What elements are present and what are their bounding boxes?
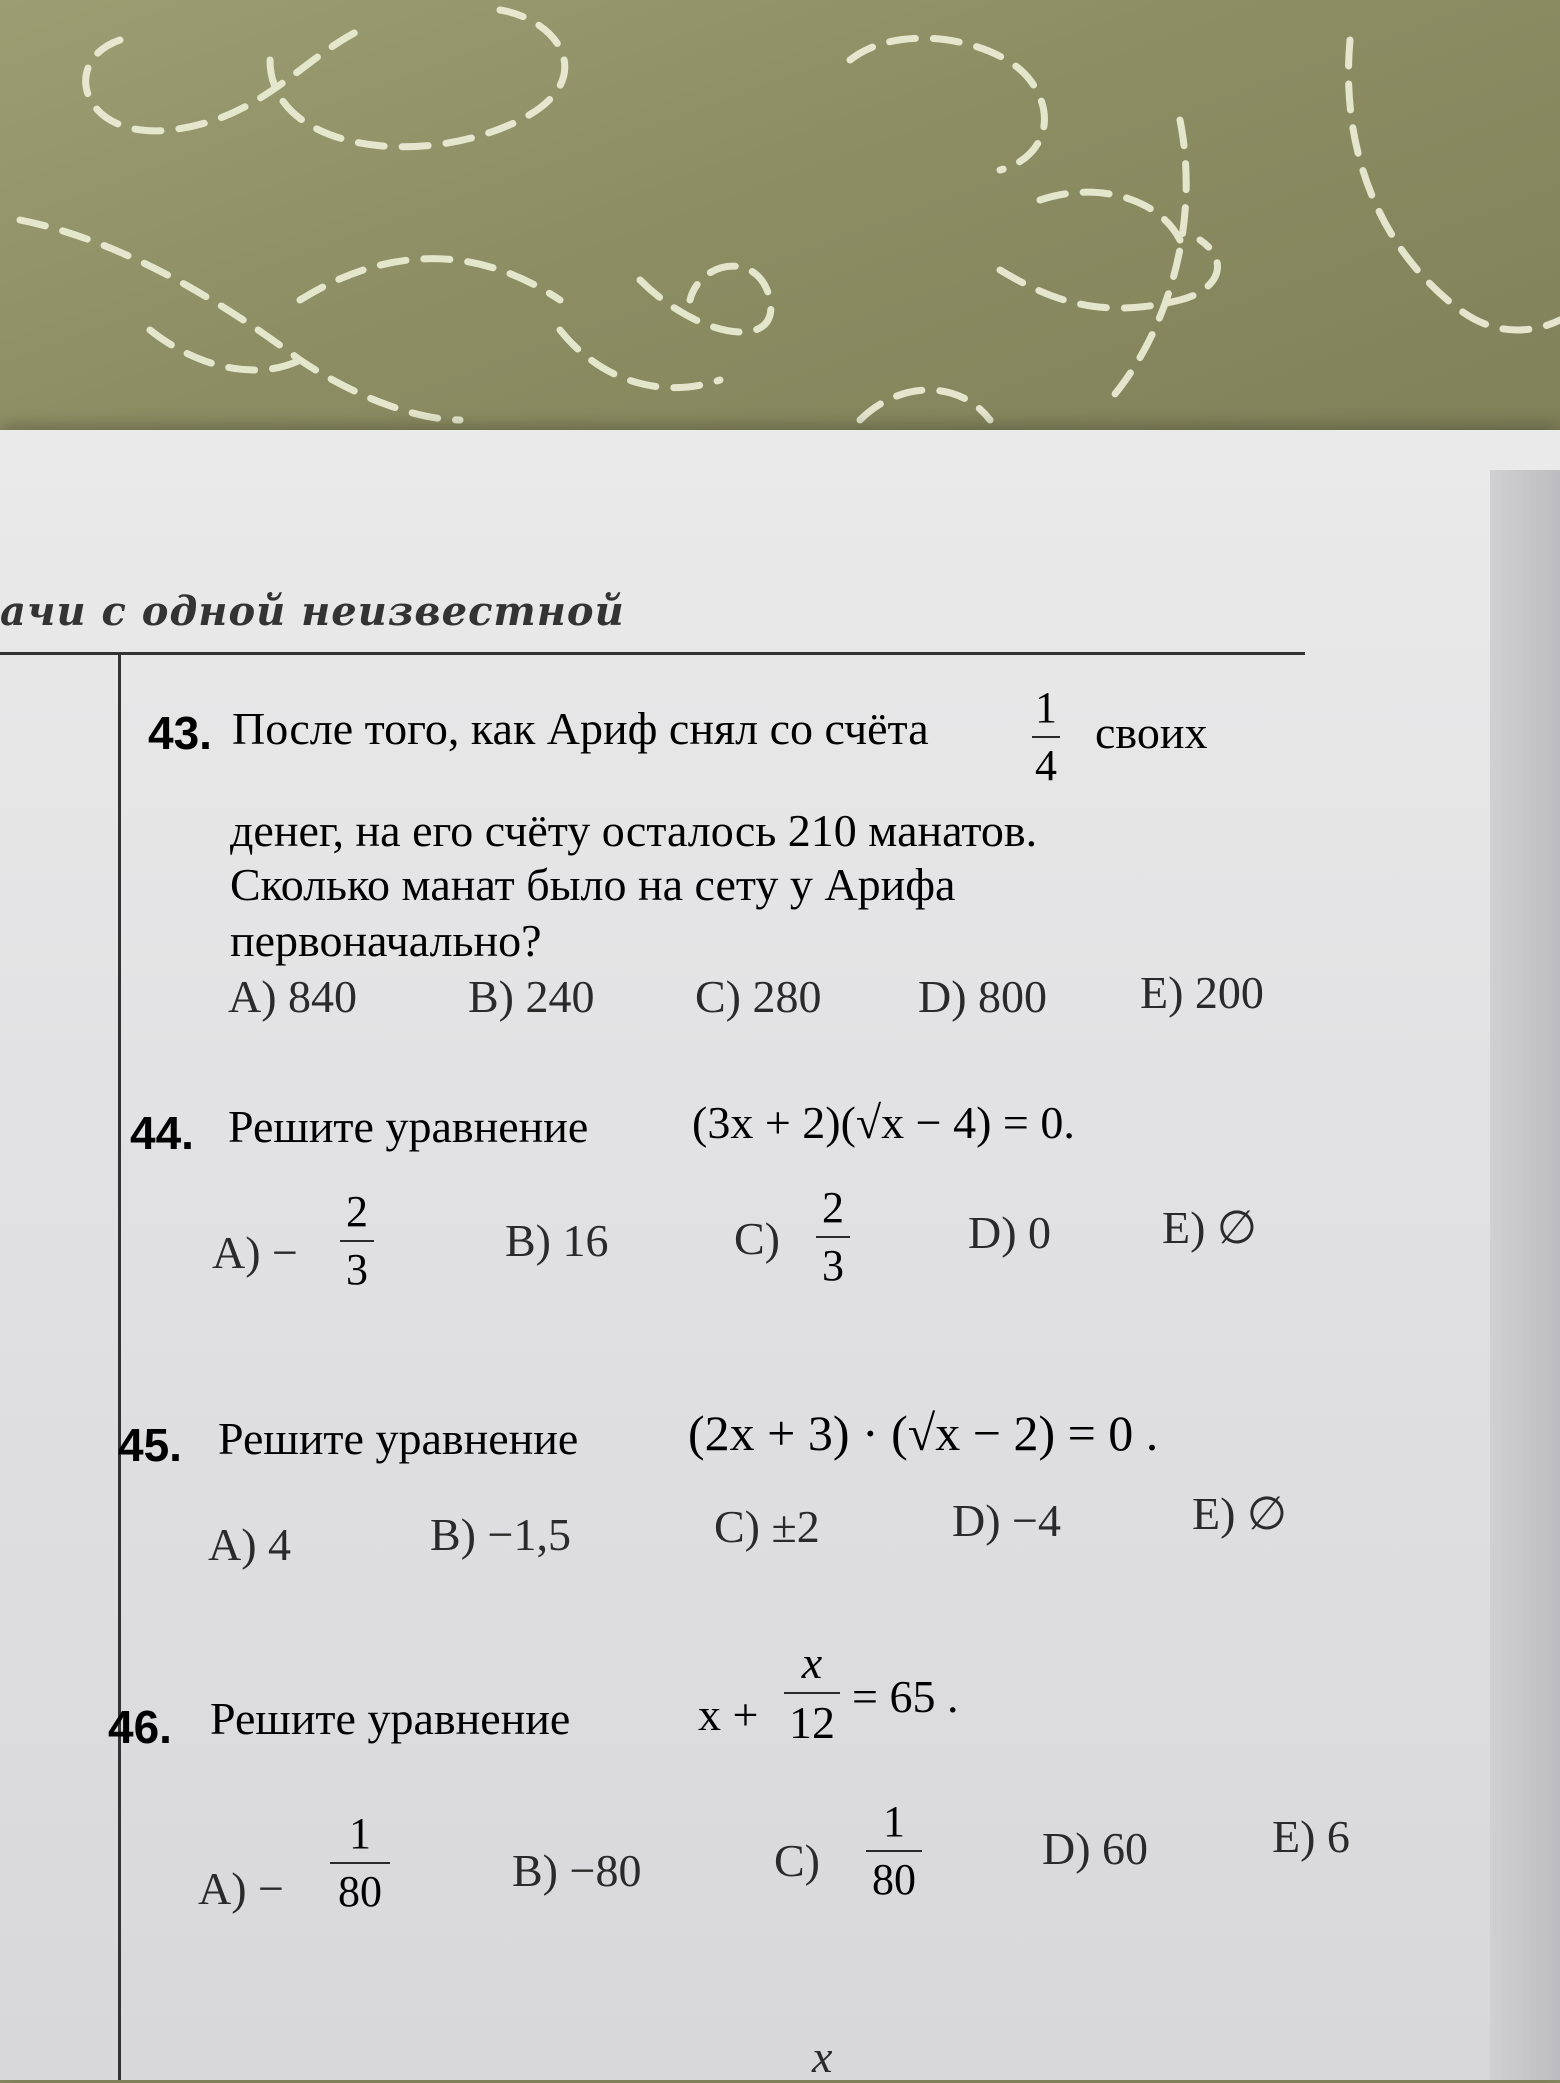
equation-left: x + bbox=[698, 1689, 759, 1740]
answer-option-e[interactable]: E) ∅ bbox=[1192, 1488, 1287, 1539]
equation-right: = 65 . bbox=[852, 1671, 959, 1722]
answer-option-e[interactable]: E) 200 bbox=[1140, 967, 1264, 1018]
problem-text-line: первоначально? bbox=[230, 915, 542, 966]
problem-number: 46. bbox=[108, 1701, 172, 1753]
fraction-denominator: 12 bbox=[789, 1697, 835, 1748]
margin-rule bbox=[118, 655, 121, 2080]
problem-text-line: денег, на его счёту осталось 210 манатов. bbox=[230, 805, 1038, 856]
page-stack-edge bbox=[1490, 470, 1560, 2080]
dashed-pattern-decoration bbox=[0, 0, 1560, 480]
answer-option-c[interactable]: C) bbox=[774, 1835, 820, 1886]
fraction bbox=[866, 1797, 922, 1904]
fraction-numerator: x bbox=[801, 1637, 823, 1688]
fraction-numerator: 2 bbox=[346, 1187, 368, 1236]
fraction-denominator: 80 bbox=[338, 1867, 382, 1916]
fraction-denominator: 4 bbox=[1035, 741, 1057, 790]
fraction-bar bbox=[330, 1862, 390, 1864]
problem-text-line: своих bbox=[1095, 707, 1208, 758]
answer-option-b[interactable]: B) 240 bbox=[468, 971, 595, 1022]
fraction-numerator: 1 bbox=[883, 1797, 905, 1846]
problem-number: 43. bbox=[148, 707, 212, 759]
fraction bbox=[816, 1183, 850, 1290]
answer-option-c[interactable]: C) 280 bbox=[695, 971, 822, 1022]
fraction-bar bbox=[1032, 736, 1060, 738]
answer-option-e[interactable]: E) ∅ bbox=[1162, 1202, 1257, 1253]
answer-option-a[interactable]: A) − bbox=[212, 1227, 298, 1278]
next-problem-fragment: x bbox=[812, 2031, 833, 2082]
fraction-bar bbox=[340, 1240, 374, 1242]
fraction-denominator: 3 bbox=[346, 1245, 368, 1294]
tablecloth-background bbox=[0, 0, 1560, 480]
answer-option-d[interactable]: D) 800 bbox=[918, 971, 1048, 1022]
fraction-numerator: 1 bbox=[349, 1809, 371, 1858]
answer-option-a[interactable]: A) 840 bbox=[228, 971, 358, 1022]
answer-option-d[interactable]: D) 0 bbox=[968, 1207, 1052, 1258]
fraction-denominator: 3 bbox=[822, 1241, 844, 1290]
problem-stem: Решите уравнение bbox=[210, 1693, 571, 1744]
answer-option-b[interactable]: B) −1,5 bbox=[430, 1509, 571, 1560]
equation: (3x + 2)(√x − 4) = 0. bbox=[692, 1097, 1075, 1148]
header-rule bbox=[0, 652, 1305, 655]
equation: (2x + 3) · (√x − 2) = 0 . bbox=[688, 1405, 1159, 1461]
fraction bbox=[784, 1637, 840, 1748]
answer-option-c[interactable]: C) bbox=[734, 1213, 780, 1264]
problem-stem: Решите уравнение bbox=[228, 1101, 589, 1152]
problem-text-line: После того, как Ариф снял со счёта bbox=[232, 703, 929, 754]
answer-option-e[interactable]: E) 6 bbox=[1272, 1811, 1350, 1862]
answer-option-a[interactable]: A) 4 bbox=[208, 1519, 292, 1570]
answer-option-c[interactable]: C) ±2 bbox=[714, 1501, 820, 1552]
fraction-bar bbox=[784, 1692, 840, 1694]
answer-option-a[interactable]: A) − bbox=[198, 1863, 284, 1914]
answer-option-b[interactable]: B) 16 bbox=[505, 1215, 609, 1266]
answer-option-d[interactable]: D) −4 bbox=[952, 1495, 1061, 1546]
problem-stem: Решите уравнение bbox=[218, 1413, 579, 1464]
problem-number: 45. bbox=[118, 1419, 182, 1471]
problem-text-line: Сколько манат было на сету у Арифа bbox=[230, 859, 956, 910]
fraction-numerator: 2 bbox=[822, 1183, 844, 1232]
problem-number: 44. bbox=[130, 1107, 194, 1159]
fraction-bar bbox=[816, 1236, 850, 1238]
fraction bbox=[340, 1187, 374, 1294]
answer-option-b[interactable]: B) −80 bbox=[512, 1845, 642, 1896]
fraction bbox=[330, 1809, 390, 1916]
fraction-bar bbox=[866, 1850, 922, 1852]
fraction-numerator: 1 bbox=[1035, 683, 1057, 732]
answer-option-d[interactable]: D) 60 bbox=[1042, 1823, 1149, 1874]
section-header: ачи с одной неизвестной bbox=[0, 588, 625, 635]
fraction bbox=[1032, 683, 1060, 790]
fraction-denominator: 80 bbox=[872, 1855, 916, 1904]
